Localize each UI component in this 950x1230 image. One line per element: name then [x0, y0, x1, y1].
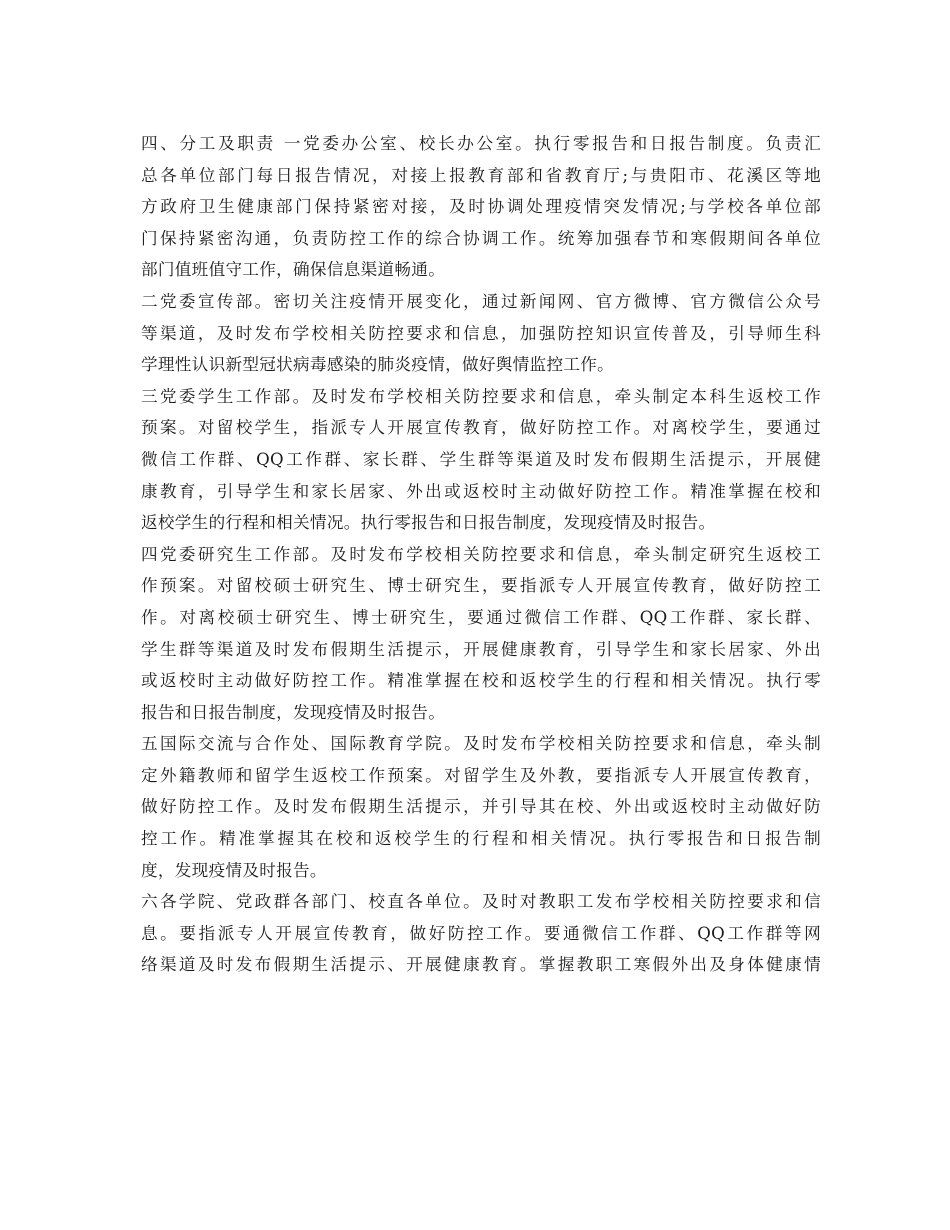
text-line: 或返校时主动做好防控工作。精准掌握在校和返校学生的行程和相关情况。执行零	[141, 671, 821, 691]
text-line: 控工作。精准掌握其在校和返校学生的行程和相关情况。执行零报告和日报告制	[141, 829, 821, 849]
section-student-affairs	[141, 381, 821, 539]
text-line: 康教育，引导学生和家长居家、外出或返校时主动做好防控工作。精准掌握在校和	[141, 481, 821, 501]
text-line: 三党委学生工作部。及时发布学校相关防控要求和信息，牵头制定本科生返校工作	[141, 386, 821, 406]
section-publicity	[141, 286, 821, 381]
document-body	[141, 128, 821, 981]
text-line: 做好防控工作。及时发布假期生活提示，并引导其在校、外出或返校时主动做好防	[141, 797, 821, 817]
section-office	[141, 128, 821, 286]
section-graduate-affairs	[141, 539, 821, 729]
text-line: 部门值班值守工作，确保信息渠道畅通。	[141, 260, 446, 280]
text-line: 作预案。对留校硕士研究生、博士研究生，要指派专人开展宣传教育，做好防控工	[141, 576, 821, 596]
text-line: 四、分工及职责 一党委办公室、校长办公室。执行零报告和日报告制度。负责汇	[141, 134, 821, 153]
text-line: 定外籍教师和留学生返校工作预案。对留学生及外教，要指派专人开展宣传教育，	[141, 765, 821, 785]
text-line: 络渠道及时发布假期生活提示、开展健康教育。掌握教职工寒假外出及身体健康情	[141, 955, 821, 975]
text-line: 六各学院、党政群各部门、校直各单位。及时对教职工发布学校相关防控要求和信	[141, 892, 821, 912]
text-line: 四党委研究生工作部。及时发布学校相关防控要求和信息，牵头制定研究生返校工	[141, 544, 821, 564]
text-line: 报告和日报告制度，发现疫情及时报告。	[141, 702, 446, 722]
text-line: 学生群等渠道及时发布假期生活提示，开展健康教育，引导学生和家长居家、外出	[141, 639, 821, 659]
section-colleges	[141, 886, 821, 981]
text-line: 微信工作群、QQ工作群、家长群、学生群等渠道及时发布假期生活提示，开展健	[141, 449, 821, 469]
text-line: 预案。对留校学生，指派专人开展宣传教育，做好防控工作。对离校学生，要通过	[141, 418, 821, 438]
text-line: 五国际交流与合作处、国际教育学院。及时发布学校相关防控要求和信息，牵头制	[141, 734, 821, 754]
text-line: 返校学生的行程和相关情况。执行零报告和日报告制度，发现疫情及时报告。	[141, 513, 716, 533]
text-line: 等渠道，及时发布学校相关防控要求和信息，加强防控知识宣传普及，引导师生科	[141, 323, 821, 343]
text-line: 门保持紧密沟通，负责防控工作的综合协调工作。统筹加强春节和寒假期间各单位	[141, 228, 821, 248]
text-line: 方政府卫生健康部门保持紧密对接，及时协调处理疫情突发情况;与学校各单位部	[141, 197, 821, 217]
text-line: 息。要指派专人开展宣传教育，做好防控工作。要通微信工作群、QQ工作群等网	[141, 923, 821, 943]
text-line: 作。对离校硕士研究生、博士研究生，要通过微信工作群、QQ工作群、家长群、	[141, 607, 821, 627]
text-line: 学理性认识新型冠状病毒感染的肺炎疫情，做好舆情监控工作。	[141, 355, 615, 375]
text-line: 总各单位部门每日报告情况，对接上报教育部和省教育厅;与贵阳市、花溪区等地	[141, 165, 821, 185]
text-line: 度，发现疫情及时报告。	[141, 860, 327, 880]
text-line: 二党委宣传部。密切关注疫情开展变化，通过新闻网、官方微博、官方微信公众号	[141, 291, 821, 311]
section-international	[141, 728, 821, 886]
